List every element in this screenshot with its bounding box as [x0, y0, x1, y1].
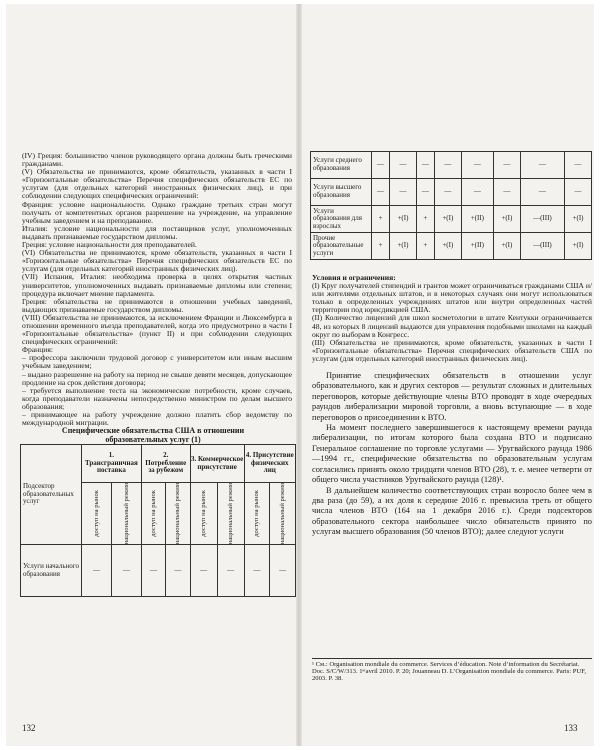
- body-paragraph: Принятие специфических обязательств в отношении услуг образовательного, как и других секторов — результат сложных и длительных переговоров, которые действующие члены ВТО проводят в ходе очередных раундов либерализации мировой торговли, а вновь вступающие — в ходе переговоров о присоединении к ВТО.: [312, 371, 592, 422]
- paragraph: – профессора заключили трудовой договор с университетом или иным высшим учебным заведением;: [22, 353, 292, 371]
- paragraph: Франция:: [22, 345, 53, 355]
- page-number: 133: [564, 723, 578, 733]
- table-cell: +(I): [390, 206, 417, 233]
- paragraph: (V) Обязательства не принимаются, кроме обязательств, указанных в части I «Горизонтальные обязательства» Перечня специфических обязательств ЕС по услугам (для отдельных категорий иностранных физических лиц), и при соблюдении следующих специфических ограничений:: [22, 167, 292, 201]
- table-cell: +: [416, 233, 434, 260]
- subheader-cell: [141, 483, 165, 545]
- row-label: Услуги начального образования: [21, 545, 82, 597]
- table-cell: —: [493, 179, 520, 206]
- subheader-national-treatment: национальный режим: [279, 483, 287, 545]
- table-cell: —(III): [520, 206, 564, 233]
- table-cell: +(II): [461, 233, 493, 260]
- paragraph: (IV) Греция: большинство членов руководящего органа должны быть греческими гражданами.: [22, 151, 292, 169]
- subheader-market-access: доступ на рынок: [253, 490, 261, 538]
- table-row: [21, 545, 296, 597]
- table-corner-header: Подсектор образовательных услуг: [21, 445, 82, 545]
- table-cell: —: [244, 545, 270, 597]
- paragraph: (VIII) Обязательства не принимаются, за исключением Франции и Люксембурга в отношении временного въезда преподавателей, когда это предусмотрено в части I «Горизонтальные обязательства» (пункт II) и при соблюдении следующих специфических ограничений:: [22, 312, 292, 347]
- table-cell: —: [390, 152, 417, 179]
- table-cell: —: [520, 152, 564, 179]
- table-cell: —: [416, 152, 434, 179]
- body-paragraph: В дальнейшем количество соответствующих стран возросло более чем в два раза (до 59), а их доля к середине 2016 г. превысила треть от общего числа членов ВТО (164 на 1 декабря 2016 г.). Среди подсекторов образовательного сектора наибольшее число обязательств принято по услугам высшего образования (50 членов ВТО); далее следуют услуги: [312, 485, 592, 537]
- table-cell: —: [434, 152, 461, 179]
- paragraph: – требуется выполнение теста на экономические потребности, кроме случаев, когда преподаватели назначены непосредственно министром по делам высшего образования;: [22, 385, 292, 411]
- table-cell: —: [416, 179, 434, 206]
- conditions-title: Условия и ограничения:: [312, 273, 396, 282]
- table-cell: —: [270, 545, 296, 597]
- subheader-national-treatment: национальный режим: [227, 483, 235, 545]
- commitments-table-continued: [310, 151, 592, 260]
- page-number: 132: [22, 723, 36, 733]
- paragraph: (VI) Обязательства не принимаются, кроме обязательств, указанных в части I «Горизонтальные обязательства» Перечня специфических обязательств ЕС по услугам (для отдельных категорий иностранных физических лиц).: [22, 248, 292, 274]
- table-cell: —: [217, 545, 244, 597]
- subheader-cell: [217, 483, 244, 545]
- table-cell: +(II): [461, 206, 493, 233]
- table-cell: —: [520, 179, 564, 206]
- commitments-table: [20, 444, 296, 597]
- table-row: [311, 206, 592, 233]
- table-cell: +(I): [390, 233, 417, 260]
- table-cell: +(I): [565, 233, 592, 260]
- paragraph: (VII) Испания, Италия: необходима проверка в целях открытия частных университетов, уполномоченных выдавать признаваемые дипломы или степени; процедура включает мнение парламента.: [22, 272, 292, 298]
- table-row: [311, 179, 592, 206]
- table-cell: —: [111, 545, 141, 597]
- table-cell: —: [493, 152, 520, 179]
- table-cell: —: [461, 152, 493, 179]
- spacer: [312, 363, 592, 371]
- condition-item: (I) Круг получателей стипендий и грантов может ограничиваться гражданами США и/или жителями отдельных штатов, и в некоторых случаях они могут использоваться только в определенных учреждениях штатов или внутри определенных частей территории под юрисдикцией США.: [312, 281, 592, 315]
- subheader-national-treatment: национальный режим: [174, 483, 182, 545]
- table-cell: —(III): [520, 233, 564, 260]
- mode-header: 3. Коммерческое присутствие: [190, 445, 244, 483]
- table-cell: +(I): [434, 206, 461, 233]
- table-title: Специфические обязательства США в отношении образовательных услуг (1): [61, 426, 245, 444]
- right-page: [302, 0, 594, 742]
- table-cell: +(I): [493, 233, 520, 260]
- table-cell: —: [434, 179, 461, 206]
- subheader-cell: [244, 483, 270, 545]
- left-page-text: [22, 152, 292, 427]
- table-cell: —: [390, 179, 417, 206]
- subheader-cell: [82, 483, 112, 545]
- paragraph: – выдано разрешение на работу на период не свыше девяти месяцев, допускающее продление на срок действия договора;: [22, 369, 292, 387]
- table-cell: —: [141, 545, 165, 597]
- subheader-national-treatment: национальный режим: [122, 483, 130, 545]
- row-label: Услуги образования для взрослых: [311, 206, 372, 233]
- body-paragraph: На момент последнего завершившегося к настоящему времени раунда либерализации, по итогам которого была создана ВТО и подписано Генеральное соглашение по торговле услугами — Уругвайского раунда 1986—1994 гг., специфические обязательства по образовательным услугам согласились принять около тридцати членов ВТО (28), т. е. менее четверти от общего числа участников Уругвайского раунда (128)¹.: [312, 423, 592, 485]
- table-cell: —: [565, 179, 592, 206]
- table-row: [311, 233, 592, 260]
- table-cell: —: [372, 179, 390, 206]
- mode-header: 2. Потребление за рубежом: [141, 445, 190, 483]
- paragraph: – принимающее на работу учреждение должно платить сбор ведомству по международной миграции.: [22, 410, 292, 428]
- table-row: [311, 152, 592, 179]
- left-page: [6, 0, 296, 742]
- footnote: ¹ См.: Organisation mondiale du commerce. Services d’éducation. Note d’information du Secrétariat. Doc. S/C/W/313. 1ᵉʳavril 2010. P. 20; Jouanneau D. L’Organisation mondiale du commerce. Paris: PUF, 2003. P. 38.: [312, 658, 592, 683]
- subheader-cell: [111, 483, 141, 545]
- row-label: Прочие образовательные услуги: [311, 233, 372, 260]
- table-cell: +: [372, 233, 390, 260]
- table-cell: —: [166, 545, 190, 597]
- row-label: Услуги среднего образования: [311, 152, 372, 179]
- paragraph: Италия: условие национальности для поставщиков услуг, уполномоченных выдавать признаваемые государством дипломы.: [22, 223, 292, 241]
- subheader-cell: [190, 483, 217, 545]
- table-cell: —: [461, 179, 493, 206]
- condition-item: (II) Количество лицензий для школ косметологии в штате Кентукки ограничивается 48, из которых 8 лицензий выдаются для управления подобными школами на каждый округ по выборам в Конгресс.: [312, 313, 592, 339]
- mode-header: 4. Присутствие физических лиц: [244, 445, 295, 483]
- mode-header: 1. Трансграничная поставка: [82, 445, 142, 483]
- subheader-market-access: доступ на рынок: [150, 490, 158, 538]
- subheader-market-access: доступ на рынок: [92, 490, 100, 538]
- table-cell: —: [82, 545, 112, 597]
- subheader-cell: [166, 483, 190, 545]
- table-cell: +(I): [434, 233, 461, 260]
- paragraph: Франция: условие национальности. Однако граждане третьих стран могут получать от компетентных органов разрешение на учреждение, на управление учебным заведением и на преподавание.: [22, 199, 292, 225]
- table-cell: —: [372, 152, 390, 179]
- table-cell: —: [190, 545, 217, 597]
- paragraph: Греция: условие национальности для преподавателей.: [22, 240, 197, 250]
- condition-item: (III) Обязательства не принимаются, кроме обязательств, указанных в части I «Горизонтальные обязательства» Перечня специфических обязательств США по услугам (для отдельных категорий иностранных физических лиц).: [312, 337, 592, 363]
- subheader-cell: [270, 483, 296, 545]
- table-cell: —: [565, 152, 592, 179]
- right-page-text: [312, 274, 592, 538]
- table-cell: +: [416, 206, 434, 233]
- paragraph: Греция: обязательства не принимаются в отношении учебных заведений, выдающих признаваемые государством дипломы.: [22, 296, 292, 314]
- table-cell: +(I): [565, 206, 592, 233]
- row-label: Услуги высшего образования: [311, 179, 372, 206]
- table-cell: +: [372, 206, 390, 233]
- table-cell: +(I): [493, 206, 520, 233]
- subheader-market-access: доступ на рынок: [200, 490, 208, 538]
